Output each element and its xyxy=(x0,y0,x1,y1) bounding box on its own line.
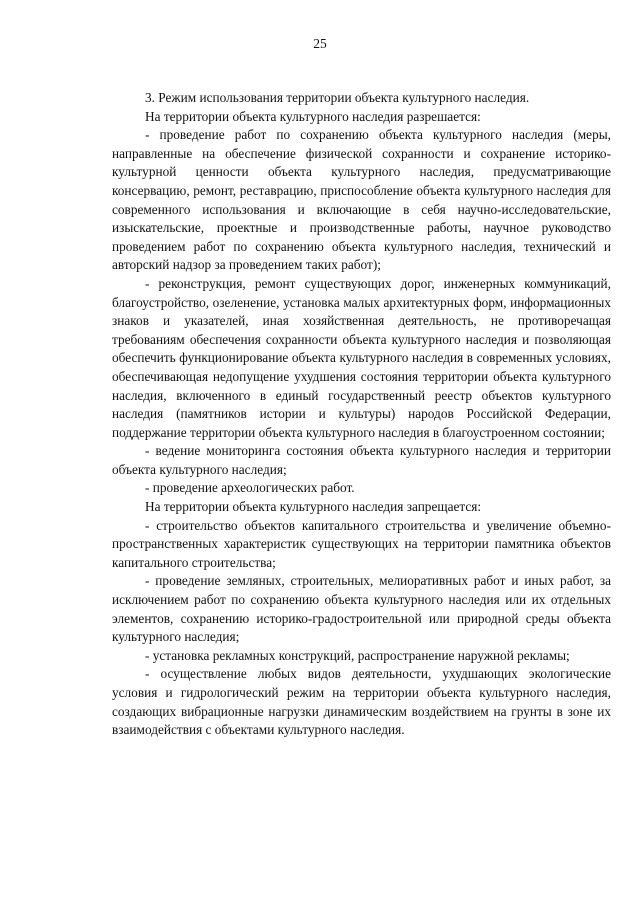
prohibited-intro: На территории объекта культурного наследия запрещается: xyxy=(145,499,482,515)
permitted-item-archaeology: - проведение археологических работ. xyxy=(145,480,355,496)
prohibited-item-activities: - осуществление любых видов деятельности, ухудшающих экологические условия и гидрологический режим на территории объекта культурного наследия, создающих вибрационные нагрузки динамическим воздействием на грунты в зоне их взаимодействия с объектами культурного наследия. xyxy=(112,666,611,738)
page-number: 25 xyxy=(313,36,327,51)
prohibited-item-construction: - строительство объектов капитального строительства и увеличение объемно-пространственных характеристик существующих на территории памятника объектов капитального строительства; xyxy=(112,517,611,570)
section-heading: 3. Режим использования территории объекта культурного наследия. xyxy=(145,90,530,105)
prohibited-item-advertising: - установка рекламных конструкций, распространение наружной рекламы; xyxy=(145,647,570,663)
permitted-item-reconstruction: - реконструкция, ремонт существующих дорог, инженерных коммуникаций, благоустройство, озеленение, установка малых архитектурных форм, информационных знаков и указателей, иная хозяйственная деятельность, не противоречащая требованиям обеспечения сохранности объекта культурного наследия и позволяющая обеспечить функционирование объекта культурного наследия в современных условиях, обеспечивающая недопущение ухудшения состояния территории объекта культурного наследия, включенного в единый государственный реестр объектов культурного наследия (памятников истории и культуры) народов Российской Федерации, поддержание территории объекта культурного наследия в благоустроенном состоянии; xyxy=(112,275,611,440)
permitted-intro: На территории объекта культурного наследия разрешается: xyxy=(145,108,481,124)
prohibited-item-earthworks: - проведение земляных, строительных, мелиоративных работ и иных работ, за исключением работ по сохранению объекта культурного наследия или их отдельных элементов, сохранению историко-градостроительной или природной среды объекта культурного наследия; xyxy=(112,573,611,645)
permitted-item-preservation-works: - проведение работ по сохранению объекта культурного наследия (меры, направленные на обеспечение физической сохранности и сохранение историко-культурной ценности объекта культурного наследия, предусматривающие консервацию, ремонт, реставрацию, приспособление объекта культурного наследия для современного использования и включающие в себя научно-исследовательские, изыскательские, проектные и производственные работы, научное руководство проведением работ по сохранению объекта культурного наследия, технический и авторский надзор за проведением таких работ); xyxy=(112,127,611,273)
permitted-item-monitoring: - ведение мониторинга состояния объекта культурного наследия и территории объекта культурного наследия; xyxy=(112,443,611,477)
document-body xyxy=(112,89,611,740)
